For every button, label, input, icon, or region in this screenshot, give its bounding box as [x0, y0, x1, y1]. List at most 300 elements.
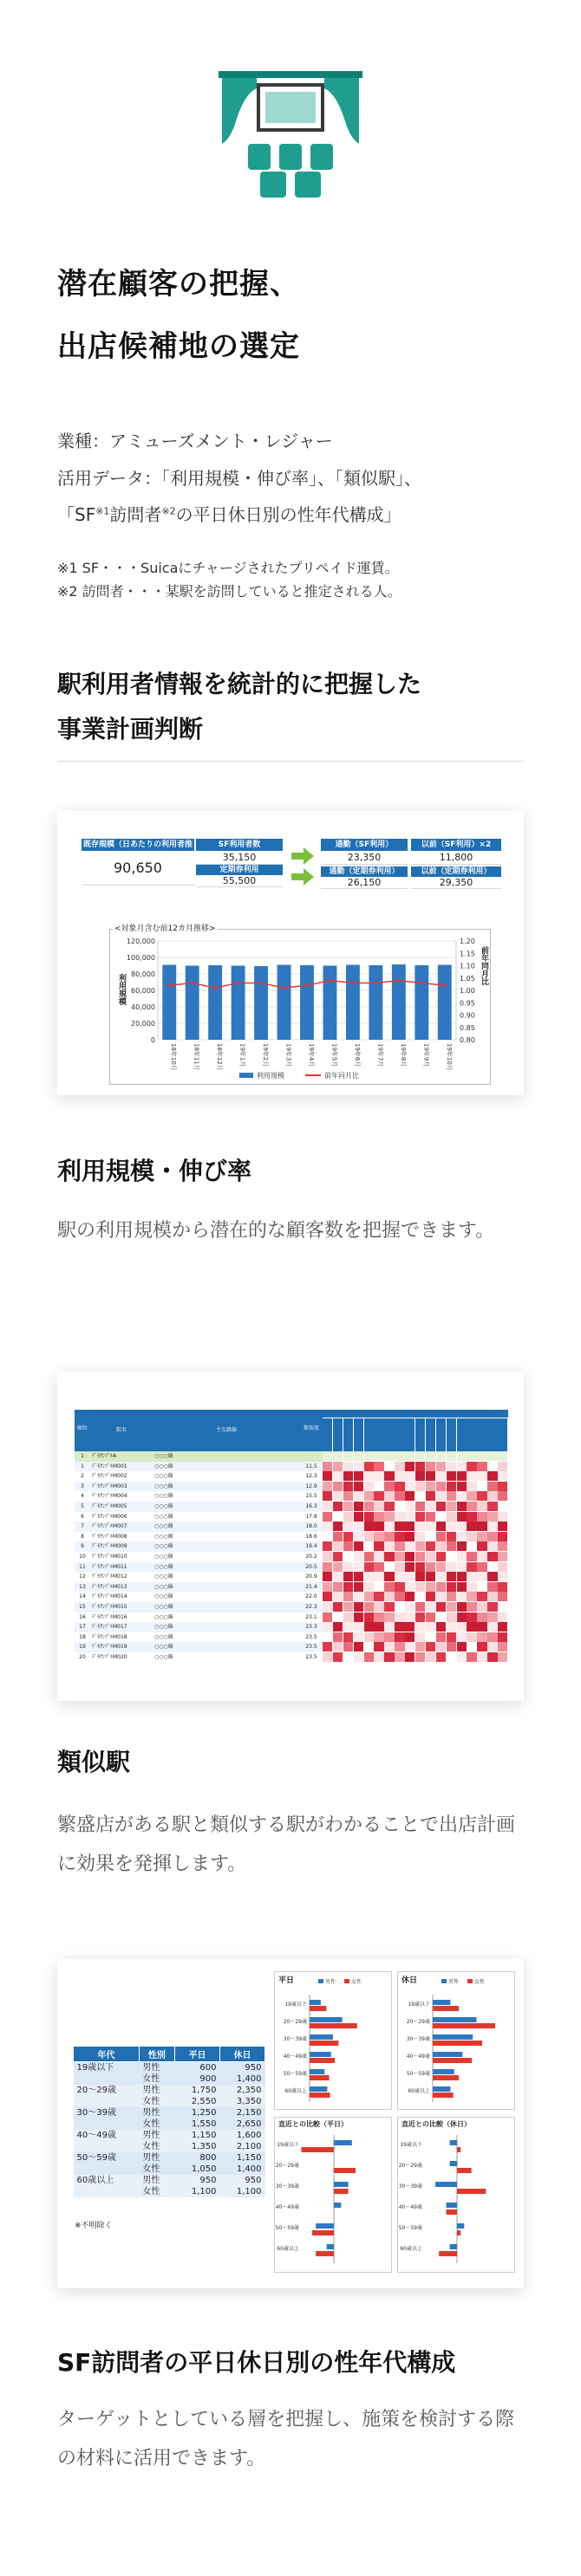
heatmap-cell: [467, 1632, 476, 1642]
heatmap-cell: [426, 1512, 435, 1522]
row-rank: 15: [75, 1602, 90, 1612]
row-score: 22.0: [300, 1592, 323, 1602]
sex-cell: 女性: [139, 2096, 174, 2107]
heatmap-cell: [364, 1451, 374, 1461]
heatmap-cell: [395, 1632, 404, 1642]
heatmap-cell: [436, 1582, 446, 1592]
female-diff-bar: [457, 2189, 486, 2194]
heatmap-cell: [477, 1582, 486, 1592]
row-station: ﾃﾞﾓｻﾝﾌﾟﾙM016: [90, 1612, 153, 1623]
heatmap-cell: [415, 1491, 425, 1501]
row-score: 20.2: [300, 1552, 323, 1562]
heatmap-cell: [364, 1592, 374, 1601]
heatmap-cell: [487, 1622, 497, 1632]
row-line: ○○○線: [153, 1482, 300, 1492]
heatmap-cell: [374, 1462, 383, 1471]
legend-label: 利用規模: [257, 1072, 284, 1080]
age-label: 20〜29歳: [275, 2163, 299, 2169]
heatmap-cell: [374, 1642, 383, 1651]
row-station: ﾃﾞﾓｻﾝﾌﾟﾙM008: [90, 1532, 153, 1542]
heatmap-cell: [415, 1482, 425, 1491]
station-header: 駅名: [90, 1410, 153, 1451]
row-score: 16.3: [300, 1502, 323, 1512]
row-score: 18.6: [300, 1532, 323, 1542]
heatmap-cell: [364, 1582, 374, 1592]
age-cell: 60歳以上: [74, 2175, 140, 2186]
heatmap-cell: [447, 1642, 456, 1651]
row-line: ○○○線: [153, 1541, 300, 1552]
legend-male-swatch: [318, 1979, 323, 1983]
age-cell: [74, 2119, 140, 2130]
table-row: [74, 2073, 265, 2085]
heatmap-cell: [374, 1622, 383, 1632]
heatmap-cell: [447, 1592, 456, 1601]
heatmap-cell: [467, 1451, 476, 1461]
section-heading-line1: 駅利用者情報を統計的に把握した: [57, 670, 422, 698]
male-bar: [433, 2086, 450, 2092]
heatmap-cell: [323, 1522, 332, 1531]
heatmap-cell: [343, 1471, 353, 1481]
y2-tick-label: 1.00: [460, 987, 475, 995]
heatmap-cell: [354, 1541, 363, 1551]
theater-icon: [219, 71, 362, 199]
arrow-right-icon: [291, 847, 314, 865]
heatmap-cell: [415, 1552, 425, 1561]
heatmap-cell: [323, 1462, 332, 1471]
heatmap-cell: [374, 1592, 383, 1601]
heatmap-cell: [447, 1541, 456, 1551]
heatmap-cell: [498, 1482, 507, 1491]
r2-header-b: 以前（定期券利用）: [411, 866, 501, 877]
heatmap-cell: [457, 1622, 467, 1632]
heatmap-cell: [384, 1491, 394, 1501]
row-station: ﾃﾞﾓｻﾝﾌﾟﾙM001: [90, 1462, 153, 1472]
row-line: ○○○線: [153, 1602, 300, 1612]
table-row: [74, 2107, 265, 2119]
heatmap-cell: [426, 1451, 435, 1461]
ratio-point: [421, 982, 424, 985]
heatmap-cell: [415, 1592, 425, 1601]
heatmap-cell: [426, 1562, 435, 1572]
table-note: ※不明除く: [75, 2222, 113, 2230]
x-tick-label: 19年9月: [422, 1043, 430, 1067]
heatmap-cell: [405, 1632, 415, 1642]
row-rank: 1: [75, 1462, 90, 1472]
age-label: 30〜39歳: [406, 2036, 430, 2042]
female-bar: [433, 2041, 482, 2046]
y-tick-label: 100,000: [126, 954, 155, 962]
heatmap-cell: [343, 1451, 353, 1461]
heatmap-cell: [415, 1572, 425, 1581]
heatmap-cell: [487, 1592, 497, 1601]
age-label: 50〜59歳: [275, 2225, 299, 2231]
heatmap-cell: [477, 1592, 486, 1601]
heatmap-cell: [487, 1532, 497, 1541]
row-score: 19.4: [300, 1541, 323, 1552]
row-score: 20.9: [300, 1572, 323, 1582]
heatmap-col-header: [364, 1418, 374, 1451]
age-label: 19歳以下: [284, 2002, 307, 2008]
legend-female-label: 女性: [474, 1979, 486, 1985]
male-bar: [310, 2069, 324, 2074]
row-line: ○○○線: [153, 1582, 300, 1593]
legend-male-swatch: [441, 1979, 447, 1983]
row-line: ○○○線: [153, 1451, 300, 1462]
row-station: ﾃﾞﾓｻﾝﾌﾟﾙM012: [90, 1572, 153, 1582]
female-bar: [310, 2058, 335, 2063]
ratio-point: [351, 982, 355, 985]
male-diff-bar: [450, 2244, 457, 2249]
heatmap-cell: [436, 1602, 446, 1612]
male-diff-bar: [334, 2182, 349, 2187]
heatmap-cell: [415, 1532, 425, 1541]
male-bar: [433, 2000, 450, 2005]
x-tick-label: 19年8月: [399, 1043, 407, 1067]
heatmap-cell: [415, 1522, 425, 1531]
heatmap-cell: [384, 1552, 394, 1561]
holiday-diff-chart: [398, 2118, 516, 2274]
r1-header-b: 以前（SF利用）×2: [411, 839, 501, 851]
sf-value: 35,150: [196, 851, 283, 865]
row-station: ﾃﾞﾓｻﾝﾌﾟﾙM019: [90, 1642, 153, 1652]
age-cell: [74, 2164, 140, 2175]
female-diff-bar: [334, 2168, 356, 2173]
heatmap-cell: [405, 1471, 415, 1481]
row-line: ○○○線: [153, 1532, 300, 1542]
total-value: 90,650: [82, 851, 194, 886]
weekday-pyramid-chart: [275, 1972, 393, 2111]
heatmap-cell: [477, 1552, 486, 1561]
heatmap-cell: [395, 1502, 404, 1511]
row-line: ○○○線: [153, 1502, 300, 1512]
sex-cell: 男性: [139, 2175, 174, 2186]
legend-male-label: 男性: [325, 1979, 336, 1985]
y2-tick-label: 0.80: [460, 1036, 475, 1044]
heatmap-col-header: [343, 1418, 353, 1451]
row-station: ﾃﾞﾓｻﾝﾌﾟﾙM020: [90, 1652, 153, 1663]
heatmap-cell: [405, 1502, 415, 1511]
r1-value-b: 11,800: [411, 851, 501, 865]
x-tick-label: 19年6月: [353, 1043, 361, 1067]
heatmap-cell: [343, 1652, 353, 1662]
heatmap-cell: [426, 1482, 435, 1491]
heatmap-cell: [395, 1532, 404, 1541]
bar: [415, 965, 428, 1040]
heatmap-cell: [323, 1471, 332, 1481]
legend-male-label: 男性: [448, 1979, 460, 1985]
heatmap-cell: [384, 1582, 394, 1592]
heatmap-cell: [384, 1562, 394, 1572]
page-title-line2: 出店候補地の選定: [57, 329, 300, 364]
holiday-cell: 1,400: [219, 2073, 264, 2085]
heatmap-cell: [477, 1512, 486, 1522]
heatmap-col-header: [354, 1418, 363, 1451]
heatmap-cell: [477, 1642, 486, 1651]
table-header-cell: 年代: [74, 2047, 140, 2062]
heatmap-cell: [405, 1522, 415, 1531]
similar-station-card: [57, 1372, 524, 1701]
heatmap-cell: [384, 1622, 394, 1632]
sex-cell: 男性: [139, 2152, 174, 2164]
row-station: ﾃﾞﾓｻﾝﾌﾟﾙM015: [90, 1602, 153, 1612]
heatmap-cell: [354, 1482, 363, 1491]
chart-caption: <対象月含む前12カ月推移>: [113, 922, 218, 933]
heatmap-cell: [467, 1592, 476, 1601]
weekday-cell: 950: [174, 2175, 219, 2186]
heatmap-cell: [333, 1532, 343, 1541]
row-rank: 3: [75, 1482, 90, 1492]
heatmap-cell: [323, 1572, 332, 1581]
similar-heading: 類似駅: [57, 1748, 131, 1776]
heatmap-cell: [323, 1632, 332, 1642]
heatmap-cell: [487, 1471, 497, 1481]
y2-tick-label: 1.05: [460, 974, 475, 983]
heatmap-cell: [498, 1462, 507, 1471]
heatmap-cell: [405, 1541, 415, 1551]
heatmap-cell: [374, 1602, 383, 1612]
heatmap-cell: [477, 1451, 486, 1461]
sex-cell: 女性: [139, 2186, 174, 2197]
ratio-point: [237, 982, 240, 985]
x-tick-label: 18年11月: [193, 1043, 200, 1071]
table-header-cell: 休日: [219, 2047, 264, 2062]
holiday-cell: 3,350: [219, 2096, 264, 2107]
heatmap-cell: [384, 1512, 394, 1522]
heatmap-cell: [467, 1482, 476, 1491]
heatmap-cell: [343, 1582, 353, 1592]
heatmap-cell: [477, 1471, 486, 1481]
male-diff-bar: [327, 2244, 334, 2249]
heatmap-cell: [354, 1622, 363, 1632]
table-row: [74, 2152, 265, 2164]
heatmap-cell: [405, 1612, 415, 1622]
row-score: 15.5: [300, 1491, 323, 1502]
heatmap-cell: [426, 1622, 435, 1632]
heatmap-cell: [384, 1652, 394, 1662]
heatmap-cell: [426, 1572, 435, 1581]
row-station: ﾃﾞﾓｻﾝﾌﾟﾙM009: [90, 1541, 153, 1552]
male-bar: [433, 2052, 462, 2057]
r1-value-a: 23,350: [321, 851, 408, 865]
heatmap-cell: [405, 1552, 415, 1561]
heatmap-cell: [477, 1532, 486, 1541]
age-label: 20〜29歳: [406, 2019, 430, 2025]
heatmap-cell: [364, 1572, 374, 1581]
age-label: 50〜59歳: [398, 2225, 422, 2231]
heatmap-cell: [374, 1471, 383, 1481]
heatmap-cell: [333, 1541, 343, 1551]
heatmap-cell: [395, 1622, 404, 1632]
bar: [186, 966, 199, 1041]
heatmap-cell: [498, 1552, 507, 1561]
row-line: ○○○線: [153, 1622, 300, 1632]
heatmap-cell: [457, 1502, 467, 1511]
heatmap-cell: [333, 1612, 343, 1622]
table-row: [74, 2119, 265, 2130]
heatmap-cell: [374, 1451, 383, 1461]
row-line: ○○○線: [153, 1471, 300, 1482]
heatmap-cell: [395, 1562, 404, 1572]
heatmap-cell: [333, 1592, 343, 1601]
row-line: ○○○線: [153, 1612, 300, 1623]
age-cell: 30〜39歳: [74, 2107, 140, 2119]
row-line: ○○○線: [153, 1552, 300, 1562]
female-bar: [433, 2058, 472, 2063]
male-bar: [310, 2034, 333, 2040]
row-rank: 13: [75, 1582, 90, 1593]
weekday-diff-chart: [275, 2118, 393, 2274]
heatmap-cell: [487, 1482, 497, 1491]
heatmap-cell: [343, 1562, 353, 1572]
row-line: ○○○線: [153, 1522, 300, 1532]
table-row: [74, 2130, 265, 2141]
heatmap-cell: [374, 1552, 383, 1561]
heatmap-cell: [447, 1552, 456, 1561]
female-diff-bar: [457, 2147, 460, 2152]
page-title-line1: 潜在顧客の把握、: [57, 267, 300, 302]
row-line: ○○○線: [153, 1642, 300, 1652]
heatmap-cell: [457, 1451, 467, 1461]
row-rank: 1: [75, 1451, 90, 1462]
heatmap-cell: [467, 1622, 476, 1632]
heatmap-cell: [354, 1572, 363, 1581]
heatmap-cell: [354, 1512, 363, 1522]
teiki-value: 55,500: [196, 875, 283, 887]
heatmap-cell: [426, 1522, 435, 1531]
bar: [369, 965, 382, 1040]
weekday-diff-panel: [274, 2117, 392, 2273]
age-label: 30〜39歳: [275, 2183, 299, 2190]
heatmap-cell: [395, 1552, 404, 1561]
row-station: ﾃﾞﾓｻﾝﾌﾟﾙM004: [90, 1491, 153, 1502]
row-rank: 5: [75, 1502, 90, 1512]
total-header: 既存規模（日あたりの利用者推計）: [82, 840, 193, 861]
usage-chart: [109, 931, 491, 1085]
heatmap-cell: [354, 1582, 363, 1592]
heatmap-cell: [333, 1642, 343, 1651]
legend-label: 前年同月比: [324, 1072, 359, 1080]
row-score: 17.8: [300, 1512, 323, 1522]
heatmap-cell: [354, 1562, 363, 1572]
heatmap-cell: [447, 1462, 456, 1471]
heatmap-cell: [415, 1622, 425, 1632]
heatmap-cell: [384, 1522, 394, 1531]
female-diff-bar: [302, 2147, 335, 2152]
heatmap-cell: [364, 1512, 374, 1522]
row-score: 18.0: [300, 1522, 323, 1532]
heatmap-cell: [354, 1552, 363, 1561]
heatmap-cell: [323, 1642, 332, 1651]
y-tick-label: 80,000: [131, 970, 155, 978]
heatmap-cell: [498, 1532, 507, 1541]
male-bar: [433, 2034, 473, 2040]
heatmap-cell: [354, 1612, 363, 1622]
heatmap-cell: [436, 1502, 446, 1511]
ratio-point: [443, 984, 447, 988]
note-visitor: ※2 訪問者・・・某駅を訪問していると推定される人。: [57, 583, 401, 600]
heatmap-cell: [395, 1592, 404, 1601]
heatmap-cell: [457, 1482, 467, 1491]
ratio-point: [375, 982, 378, 985]
weekday-cell: 600: [174, 2062, 219, 2074]
holiday-cell: 2,650: [219, 2119, 264, 2130]
female-bar: [433, 2023, 495, 2028]
heatmap-cell: [374, 1582, 383, 1592]
heatmap-cell: [457, 1592, 467, 1601]
heatmap-cell: [364, 1652, 374, 1662]
usage-chart-card: [57, 811, 524, 1095]
sex-cell: 女性: [139, 2119, 174, 2130]
heatmap-cell: [447, 1532, 456, 1541]
heatmap-cell: [333, 1632, 343, 1642]
x-tick-label: 18年10月: [170, 1043, 178, 1071]
y-tick-label: 0: [150, 1036, 155, 1044]
y2-tick-label: 1.15: [460, 950, 475, 958]
heatmap-cell: [405, 1462, 415, 1471]
holiday-cell: 950: [219, 2062, 264, 2074]
heatmap-cell: [467, 1652, 476, 1662]
table-header-cell: 性別: [139, 2047, 174, 2062]
heatmap-cell: [457, 1572, 467, 1581]
ratio-point: [167, 984, 171, 988]
heatmap-cell: [333, 1512, 343, 1522]
heatmap-cell: [426, 1462, 435, 1471]
table-header-cell: 平日: [174, 2047, 219, 2062]
heatmap-cell: [364, 1602, 374, 1612]
y-tick-label: 40,000: [131, 1003, 155, 1011]
heatmap-cell: [405, 1602, 415, 1612]
heatmap-cell: [498, 1562, 507, 1572]
weekday-cell: 1,250: [174, 2107, 219, 2119]
heatmap-cell: [374, 1502, 383, 1511]
y-tick-label: 60,000: [131, 987, 155, 995]
ratio-point: [213, 986, 217, 990]
heatmap-cell: [405, 1491, 415, 1501]
age-label: 19歳以下: [400, 2142, 422, 2148]
table-row: [74, 2186, 265, 2197]
row-rank: 2: [75, 1471, 90, 1482]
line-header: 主な路線: [153, 1410, 300, 1451]
row-station: ﾃﾞﾓｻﾝﾌﾟﾙM003: [90, 1482, 153, 1492]
table-row: [74, 2164, 265, 2175]
male-bar: [433, 2017, 477, 2022]
age-cell: 50〜59歳: [74, 2152, 140, 2164]
heatmap-cell: [447, 1622, 456, 1632]
heatmap-cell: [447, 1612, 456, 1622]
heatmap-cell: [405, 1512, 415, 1522]
row-line: ○○○線: [153, 1462, 300, 1472]
similar-description: 繁盛店がある駅と類似する駅がわかることで出店計画に効果を発揮します。: [57, 1814, 516, 1875]
heatmap-cell: [364, 1532, 374, 1541]
age-cell: 20〜29歳: [74, 2085, 140, 2096]
male-diff-bar: [450, 2161, 457, 2166]
heatmap-cell: [354, 1502, 363, 1511]
heatmap-cell: [467, 1532, 476, 1541]
data-used-line2: 「SF$^{※1}$訪問者$^{※2}$の平日休日別の性年代構成」: [57, 504, 401, 525]
heatmap-cell: [395, 1572, 404, 1581]
rank-header: 順位: [75, 1410, 90, 1451]
heatmap-cell: [374, 1512, 383, 1522]
legend-swatch-bar: [239, 1073, 253, 1078]
heatmap-cell: [323, 1502, 332, 1511]
heatmap-cell: [498, 1471, 507, 1481]
usage-description: 駅の利用規模から潜在的な顧客数を把握できます。: [57, 1220, 495, 1242]
y2-tick-label: 1.10: [460, 962, 475, 970]
score-header: 類似度: [300, 1410, 323, 1451]
weekday-cell: 2,550: [174, 2096, 219, 2107]
heatmap-cell: [415, 1642, 425, 1651]
bar: [208, 965, 222, 1040]
